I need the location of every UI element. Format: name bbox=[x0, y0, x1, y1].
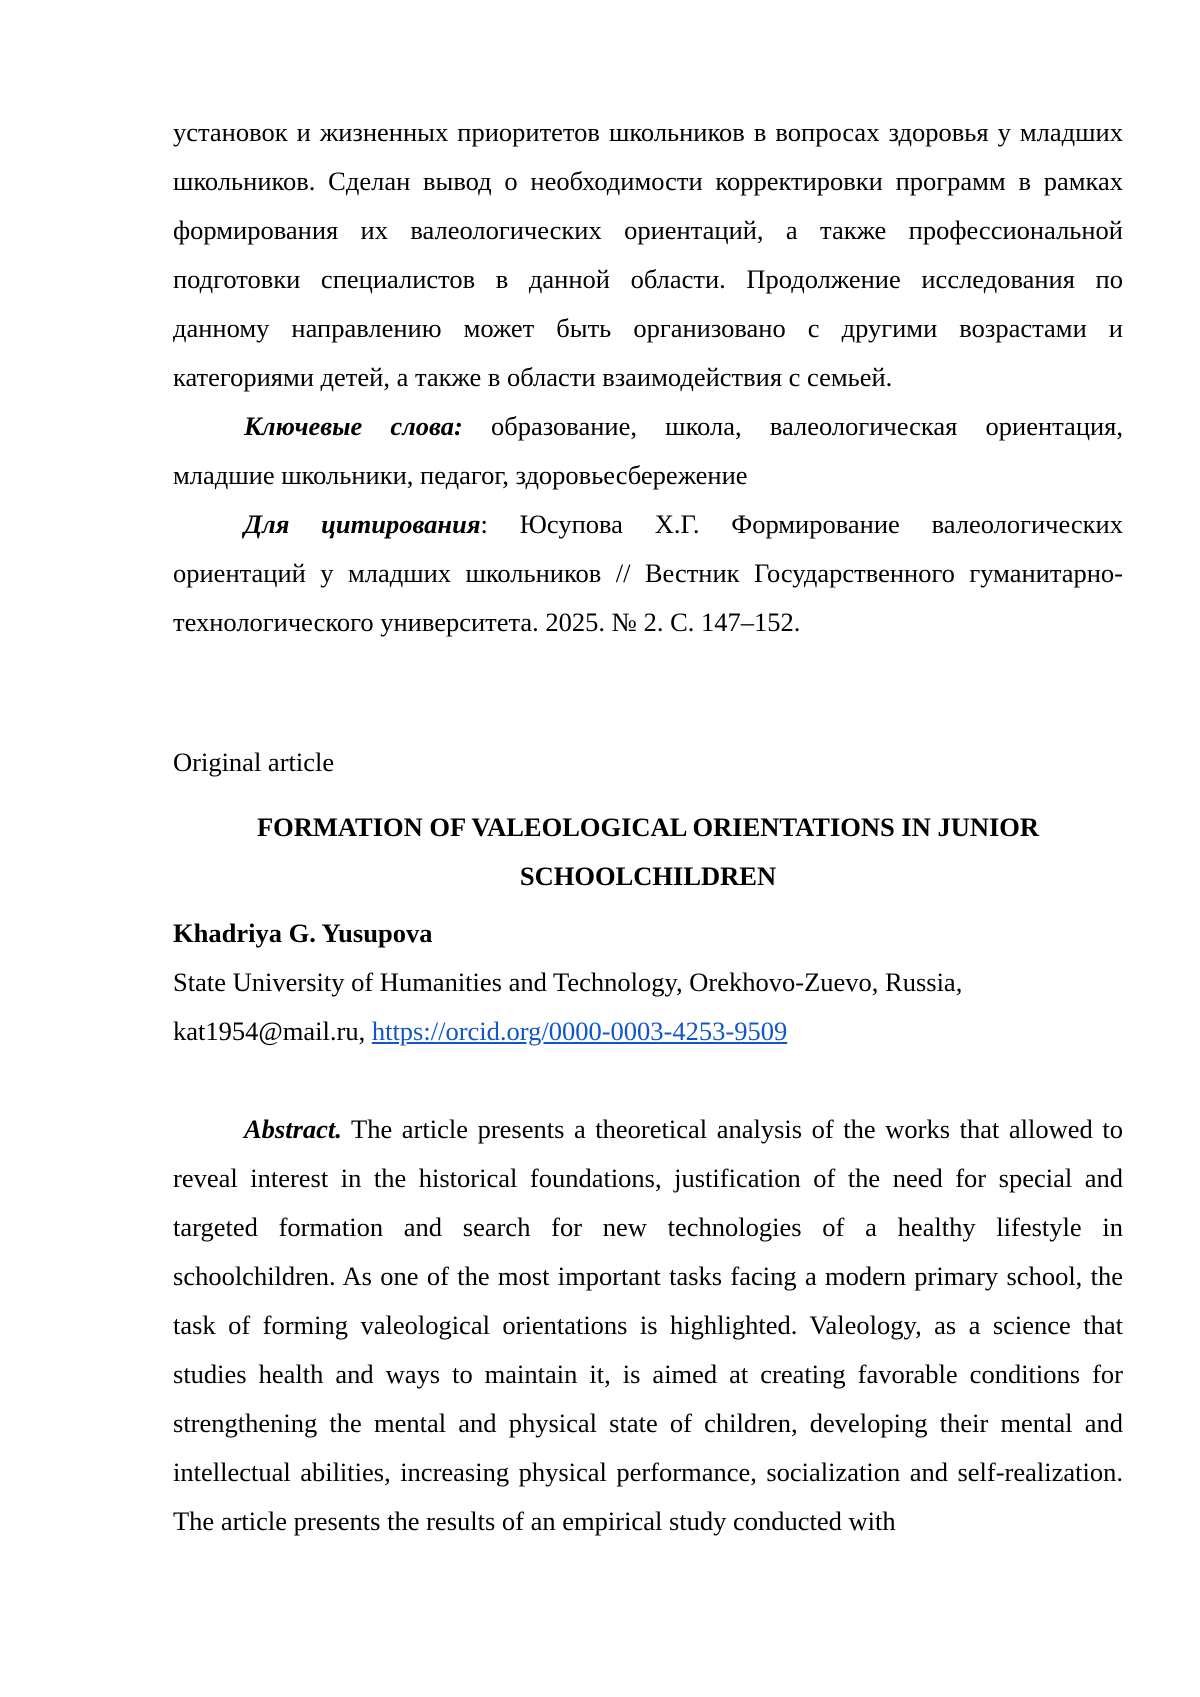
ru-keywords-text: образование, школа, валеологическая ориентация, младшие школьники, педагог, здоровьесбережение bbox=[173, 411, 1123, 490]
article-title bbox=[173, 803, 1123, 901]
author-affiliation: State University of Humanities and Technology, Orekhovo-Zuevo, Russia, bbox=[173, 967, 963, 997]
page-content bbox=[173, 108, 1123, 1546]
orcid-link[interactable]: https://orcid.org/0000-0003-4253-9509 bbox=[371, 1016, 788, 1046]
article-title-line2: SCHOOLCHILDREN bbox=[519, 861, 777, 891]
abstract bbox=[173, 1105, 1123, 1546]
article-type: Original article bbox=[173, 747, 335, 777]
ru-keywords bbox=[173, 402, 1123, 500]
ru-keywords-label: Ключевые слова: bbox=[244, 411, 463, 441]
ru-citation-label: Для цитирования bbox=[244, 509, 481, 539]
ru-citation-text: : Юсупова Х.Г. Формирование валеологических ориентаций у младших школьников // Вестник Государственного гуманитарно-технологического университета. 2025. № 2. С. 147–152. bbox=[173, 509, 1123, 637]
abstract-label: Abstract. bbox=[244, 1114, 342, 1144]
author-email: kat1954@mail.ru, bbox=[173, 1016, 372, 1046]
abstract-text: The article presents a theoretical analysis of the works that allowed to reveal interest in the historical foundations, justification of the need for special and targeted formation and search for new technologies of a healthy lifestyle in schoolchildren. As one of the most important tasks facing a modern primary school, the task of forming valeological orientations is highlighted. Valeology, as a science that studies health and ways to maintain it, is aimed at creating favorable conditions for strengthening the mental and physical state of children, developing their mental and intellectual abilities, increasing physical performance, socialization and self-realization. The article presents the results of an empirical study conducted with bbox=[173, 1114, 1123, 1536]
ru-abstract-tail: установок и жизненных приоритетов школьников в вопросах здоровья у младших школьников. Сделан вывод о необходимости корректировки программ в рамках формирования их валеологических ориентаций, а также профессиональной подготовки специалистов в данной области. Продолжение исследования по данному направлению может быть организовано с другими возрастами и категориями детей, а также в области взаимодействия с семьей. bbox=[173, 117, 1123, 392]
section-gap bbox=[173, 647, 1123, 738]
author-contacts bbox=[173, 1007, 1123, 1056]
article-title-line1: FORMATION OF VALEOLOGICAL ORIENTATIONS IN JUNIOR bbox=[256, 812, 1040, 842]
ru-citation bbox=[173, 500, 1123, 647]
abstract-gap bbox=[173, 1056, 1123, 1105]
author-name: Khadriya G. Yusupova bbox=[173, 918, 433, 948]
